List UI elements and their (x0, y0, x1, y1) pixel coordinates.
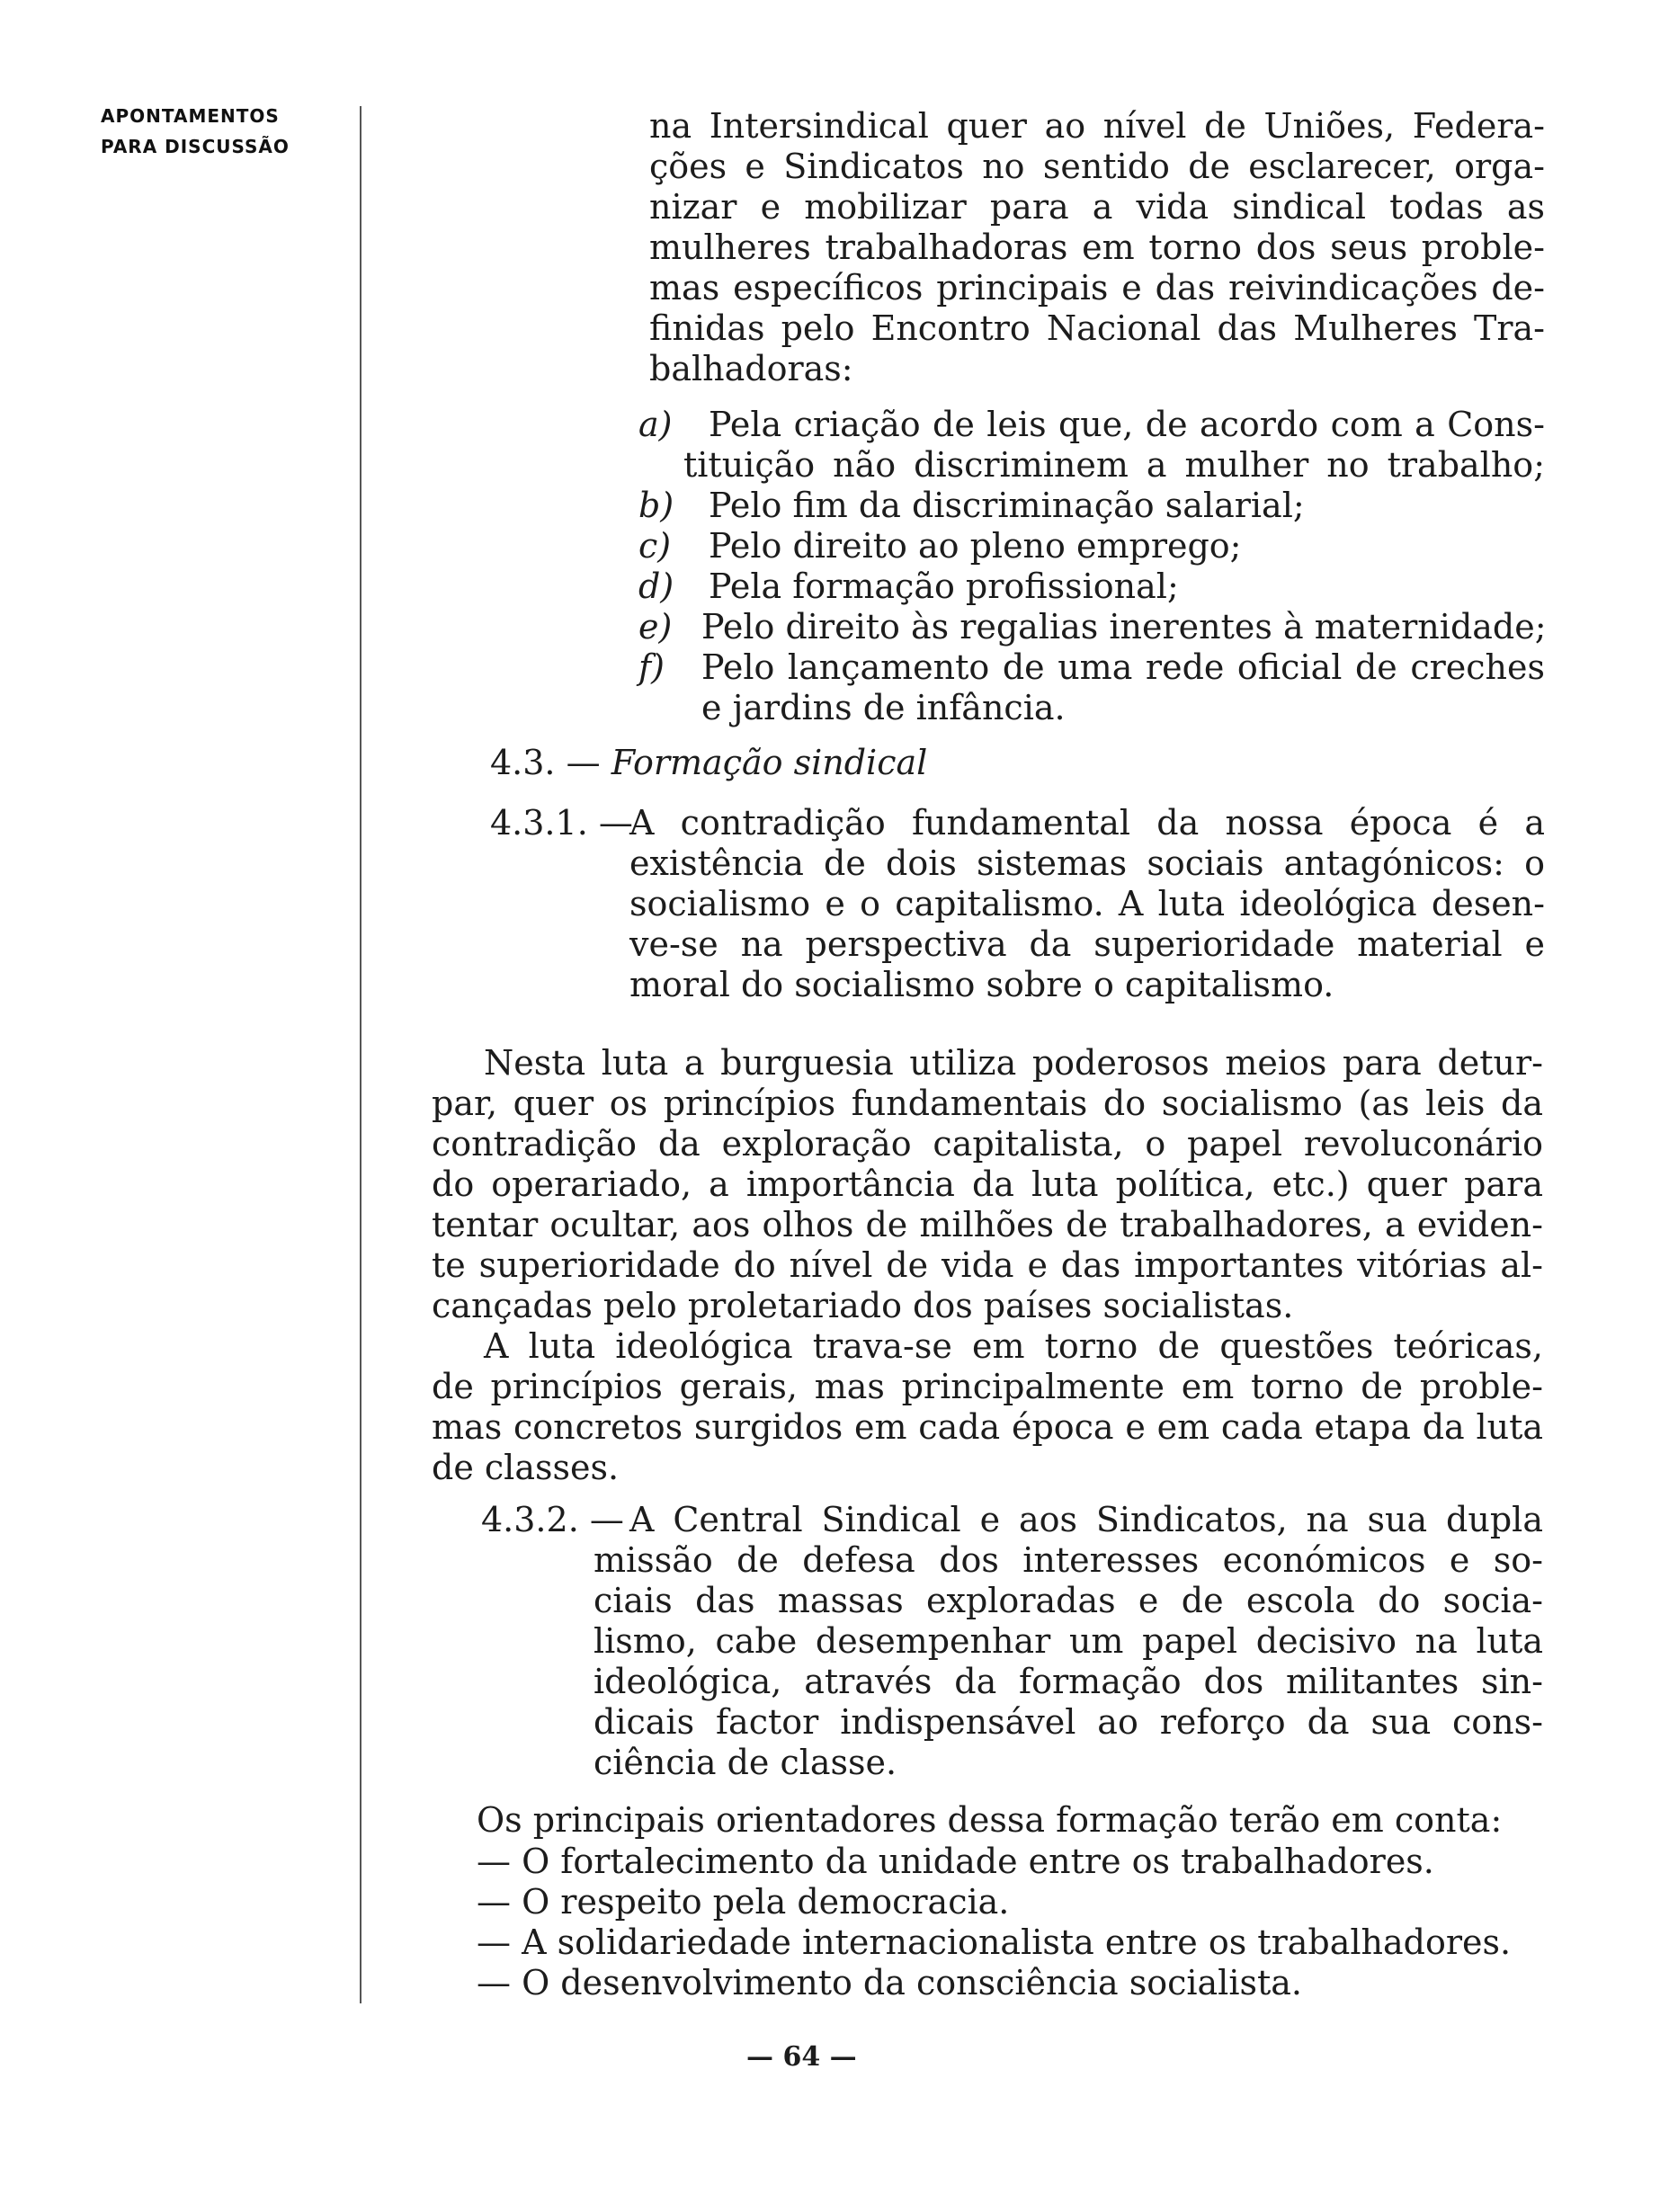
section-title: Formação sindical (611, 743, 928, 782)
list-item-line: Pelo direito às regalias inerentes à maternidade; (701, 607, 1547, 647)
text-line: mulheres trabalhadoras em torno dos seus proble- (649, 227, 1545, 267)
guideline-item: — O desenvolvimento da consciência socialista. (477, 1963, 1302, 2002)
text-line: de classes. (432, 1448, 620, 1487)
text-line: A luta ideológica trava-se em torno de questões teóricas, (484, 1326, 1543, 1366)
list-item-line: e jardins de infância. (701, 688, 1066, 727)
list-marker: e) (638, 607, 673, 647)
text-line: ideológica, através da formação dos militantes sin- (594, 1662, 1543, 1701)
text-line: de princípios gerais, mas principalmente em torno de proble- (432, 1367, 1543, 1406)
list-item-line: tituição não discriminem a mulher no trabalho; (683, 445, 1545, 485)
text-line: na Intersindical quer ao nível de Uniões, Federa- (649, 106, 1545, 146)
list-marker: c) (638, 526, 672, 566)
guideline-item: — O respeito pela democracia. (477, 1882, 1010, 1922)
text-line: A Central Sindical e aos Sindicatos, na sua dupla (629, 1500, 1543, 1539)
text-line: ve-se na perspectiva da superioridade material e (629, 924, 1545, 964)
text-line: mas específicos principais e das reivindicações de- (649, 268, 1545, 308)
guidelines-intro: Os principais orientadores dessa formação terão em conta: (477, 1800, 1503, 1840)
list-item-line: Pela criação de leis que, de acordo com a Cons- (709, 405, 1545, 444)
text-line: par, quer os princípios fundamentais do socialismo (as leis da (432, 1084, 1543, 1123)
margin-rule (360, 106, 361, 2003)
text-line: ciência de classe. (594, 1743, 897, 1782)
text-line: ções e Sindicatos no sentido de esclarecer, orga- (649, 147, 1545, 186)
list-item-line: Pela formação profissional; (709, 566, 1179, 606)
section-heading (490, 743, 927, 782)
margin-label-line: PARA DISCUSSÃO (101, 136, 290, 157)
text-line: do operariado, a importância da luta política, etc.) quer para (432, 1164, 1543, 1204)
section-number: 4.3. — (490, 743, 601, 782)
text-line: te superioridade do nível de vida e das importantes vitórias al- (432, 1245, 1543, 1285)
guideline-item: — A solidariedade internacionalista entre os trabalhadores. (477, 1922, 1512, 1962)
text-line: socialismo e o capitalismo. A luta ideológica desen- (629, 884, 1545, 923)
text-line: dicais factor indispensável ao reforço da sua cons- (594, 1702, 1543, 1742)
list-marker: b) (638, 486, 674, 525)
text-line: existência de dois sistemas sociais antagónicos: o (629, 843, 1545, 883)
margin-label (101, 101, 290, 162)
text-line: ciais das massas exploradas e de escola do socia- (594, 1581, 1543, 1620)
list-item-line: Pelo direito ao pleno emprego; (709, 526, 1242, 566)
text-line: finidas pelo Encontro Nacional das Mulheres Tra- (649, 308, 1545, 348)
text-line: Nesta luta a burguesia utiliza poderosos meios para detur- (484, 1043, 1543, 1083)
list-marker: f) (638, 647, 665, 687)
subsection-number: 4.3.1. — (490, 803, 633, 843)
text-line: tentar ocultar, aos olhos de milhões de trabalhadores, a eviden- (432, 1205, 1543, 1244)
list-item-line: Pelo fim da discriminação salarial; (709, 486, 1305, 525)
subsection-number: 4.3.2. — (481, 1500, 624, 1539)
text-line: mas concretos surgidos em cada época e em cada etapa da luta (432, 1407, 1543, 1447)
text-line: missão de defesa dos interesses económicos e so- (594, 1540, 1543, 1580)
text-line: moral do socialismo sobre o capitalismo. (629, 965, 1334, 1004)
text-line: cançadas pelo proletariado dos países socialistas. (432, 1286, 1294, 1325)
list-item-line: Pelo lançamento de uma rede oficial de creches (701, 647, 1545, 687)
text-line: balhadoras: (649, 349, 853, 388)
text-line: nizar e mobilizar para a vida sindical todas as (649, 187, 1545, 227)
guideline-item: — O fortalecimento da unidade entre os trabalhadores. (477, 1842, 1434, 1881)
page-number: — 64 — (746, 2041, 857, 2073)
list-marker: d) (638, 566, 674, 606)
text-line: A contradição fundamental da nossa época é a (629, 803, 1545, 843)
text-line: lismo, cabe desempenhar um papel decisivo na luta (594, 1621, 1543, 1661)
text-line: contradição da exploração capitalista, o papel revoluconário (432, 1124, 1543, 1164)
list-marker: a) (638, 405, 673, 444)
margin-label-line: APONTAMENTOS (101, 105, 280, 127)
